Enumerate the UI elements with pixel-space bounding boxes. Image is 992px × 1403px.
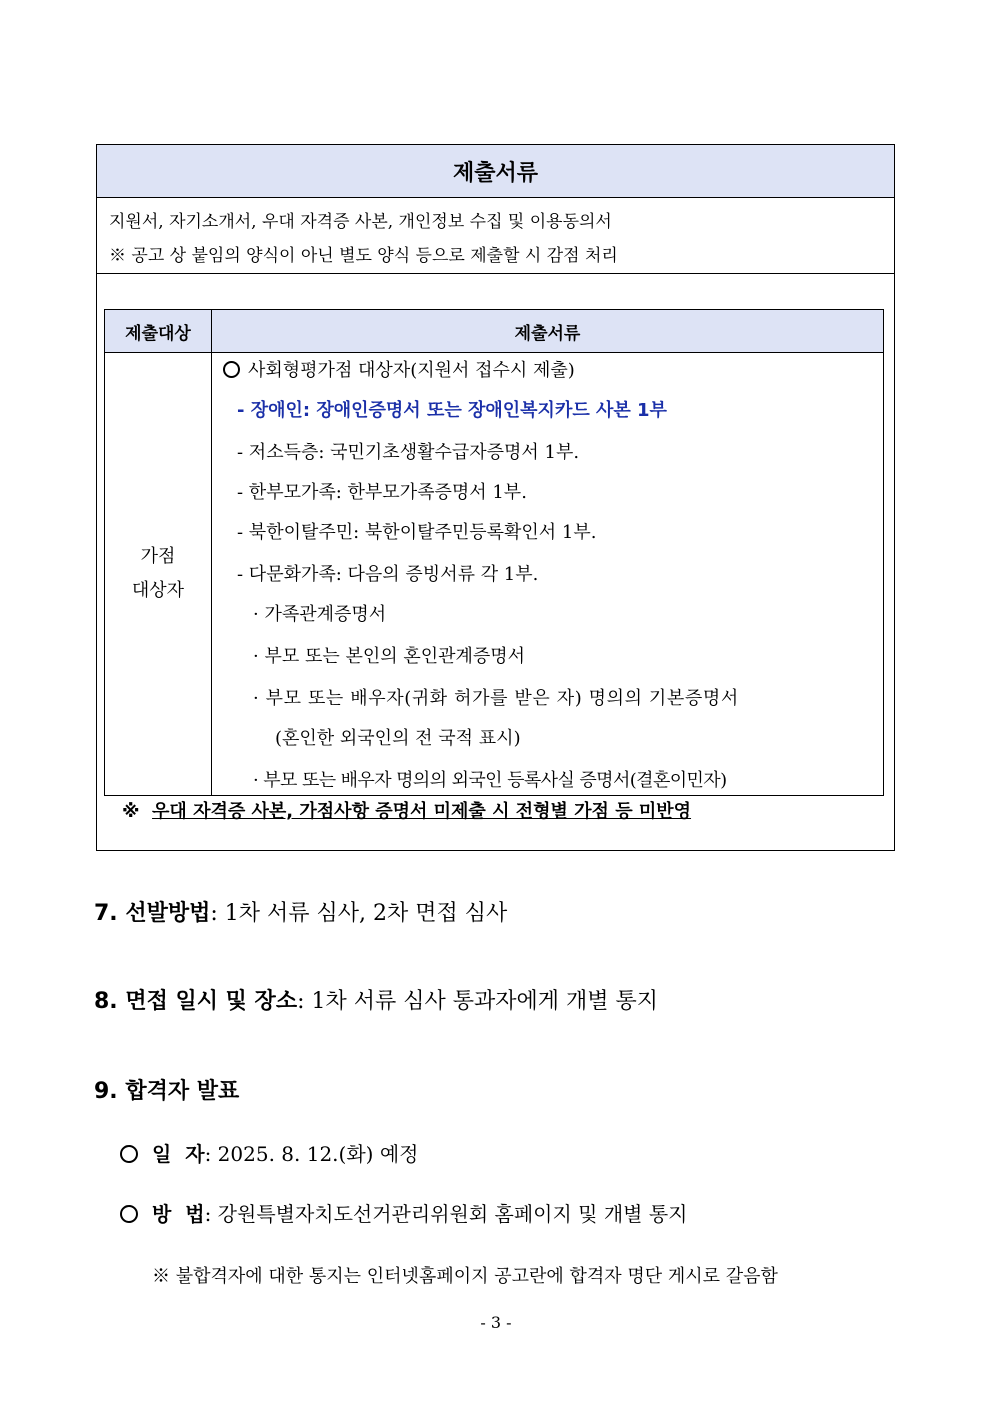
target-cell bbox=[105, 352, 212, 795]
list-item: - 북한이탈주민: 북한이탈주민등록확인서 1부. bbox=[237, 522, 597, 543]
section-8: 8. 면접 일시 및 장소: 1차 서류 심사 통과자에게 개별 통지 bbox=[94, 989, 658, 1014]
note-unsubmitted: ※ 우대 자격증 사본, 가점사항 증명서 미제출 시 전형별 가점 등 미반영 bbox=[122, 801, 692, 822]
page-number: - 3 - bbox=[480, 1313, 512, 1332]
circle-bullet-icon bbox=[120, 1205, 138, 1223]
header-target: 제출대상 bbox=[105, 310, 212, 352]
list-item: 사회형평가점 대상자(지원서 접수시 제출) bbox=[223, 356, 575, 382]
announcement-method: 방 법: 강원특별자치도선거관리위원회 홈페이지 및 개별 통지 bbox=[120, 1198, 687, 1227]
table-header bbox=[105, 310, 883, 353]
target-line-1: 가점 bbox=[140, 545, 176, 567]
section-9: 9. 합격자 발표 bbox=[94, 1079, 240, 1104]
intro-line-documents: 지원서, 자기소개서, 우대 자격증 사본, 개인정보 수집 및 이용동의서 bbox=[109, 212, 612, 232]
list-item: - 다문화가족: 다음의 증빙서류 각 1부. bbox=[237, 564, 539, 585]
announcement-date: 일 자: 2025. 8. 12.(화) 예정 bbox=[120, 1138, 418, 1167]
list-item-highlight: - 장애인: 장애인증명서 또는 장애인복지카드 사본 1부 bbox=[237, 400, 667, 421]
footnote: ※ 불합격자에 대한 통지는 인터넷홈페이지 공고란에 합격자 명단 게시로 갈음함 bbox=[152, 1266, 778, 1287]
documents-table bbox=[104, 309, 884, 796]
circle-bullet-icon bbox=[120, 1145, 138, 1163]
circle-bullet-icon bbox=[223, 361, 240, 378]
list-item: · 부모 또는 본인의 혼인관계증명서 bbox=[253, 646, 526, 667]
header-documents: 제출서류 bbox=[514, 323, 581, 344]
list-item: (혼인한 외국인의 전 국적 표시) bbox=[275, 728, 521, 749]
list-item: · 부모 또는 배우자(귀화 허가를 받은 자) 명의의 기본증명서 bbox=[253, 688, 739, 709]
list-item: - 한부모가족: 한부모가족증명서 1부. bbox=[237, 482, 527, 503]
intro-section bbox=[97, 197, 894, 274]
submission-documents-box bbox=[96, 144, 895, 851]
section-7: 7. 선발방법: 1차 서류 심사, 2차 면접 심사 bbox=[94, 901, 508, 926]
list-item: · 부모 또는 배우자 명의의 외국인 등록사실 증명서(결혼이민자) bbox=[253, 770, 727, 791]
intro-line-warning: ※ 공고 상 붙임의 양식이 아닌 별도 양식 등으로 제출할 시 감점 처리 bbox=[109, 246, 618, 266]
list-item: · 가족관계증명서 bbox=[253, 604, 387, 625]
box-title: 제출서류 bbox=[97, 145, 894, 198]
target-line-2: 대상자 bbox=[131, 579, 185, 601]
list-item: - 저소득층: 국민기초생활수급자증명서 1부. bbox=[237, 442, 580, 463]
